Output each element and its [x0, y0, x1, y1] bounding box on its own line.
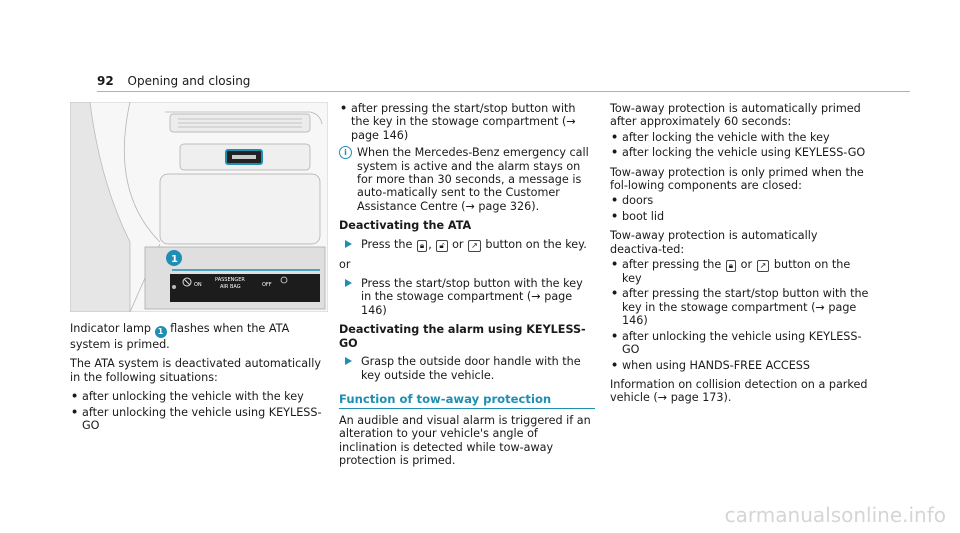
section-divider: [339, 408, 595, 409]
callout-1-icon: 1: [155, 326, 167, 338]
intro-text-a: Indicator lamp: [70, 322, 151, 335]
step-text: Grasp the outside door handle with the key outside the vehicle.: [361, 355, 581, 382]
list-item: • after unlocking the vehicle using KEYLESS-GO: [70, 406, 328, 433]
item-text: after pressing the: [622, 258, 722, 272]
action-arrow-icon: [345, 240, 352, 248]
info-icon: i: [339, 146, 352, 159]
section-body: An audible and visual alarm is triggered if an alteration to your vehicle's angle of inclination is detected while tow-away protection is primed.: [339, 414, 591, 468]
action-step: [339, 238, 595, 252]
column-left: [70, 322, 328, 434]
step-text: Press the start/stop button with the key in the stowage compartment (→ page 146): [361, 277, 583, 317]
page-header: [97, 74, 250, 88]
deactivated-paragraph: Tow-away protection is automatically deactiva-ted:: [610, 229, 818, 256]
list-item: • after pressing the start/stop button with the key in the stowage compartment (→ page 146): [339, 102, 595, 142]
components-paragraph: Tow-away protection is only primed when the fol-lowing components are closed:: [610, 165, 864, 193]
indicator-lamp-icon: [172, 285, 176, 289]
primed-paragraph: Tow-away protection is automatically primed after approximately 60 seconds:: [610, 102, 861, 129]
section-title: Function of tow-away protection: [339, 392, 552, 406]
action-step: [339, 277, 595, 317]
boot-lid-key-icon: ↗: [757, 260, 770, 272]
item-text: button on the key: [622, 258, 851, 286]
intro-text-b: flashes when the ATA system is primed.: [70, 322, 290, 351]
or-separator: or: [339, 257, 351, 271]
boot-lid-key-icon: ↗: [468, 240, 481, 252]
list-item: • boot lid: [610, 210, 870, 223]
deactivation-paragraph: The ATA system is deactivated automatically in the following situations:: [70, 357, 321, 384]
note-text: When the Mercedes-Benz emergency call system is active and the alarm stays on for more than 30 seconds, a message is auto-matically sent to the Customer Assistance Centre (→ page 326).: [357, 146, 589, 213]
panel-off-label: OFF: [262, 282, 272, 288]
list-item: • after locking the vehicle with the key: [610, 131, 870, 144]
dashboard-illustration: [70, 102, 328, 312]
step-text: or: [452, 237, 464, 251]
list-item: • after unlocking the vehicle with the key: [70, 390, 328, 403]
item-text: or: [740, 258, 753, 272]
heading-deactivate-ata: Deactivating the ATA: [339, 219, 472, 233]
page-number: 92: [97, 74, 114, 88]
header-divider: [97, 91, 910, 92]
list-item: [610, 258, 870, 285]
collision-info-paragraph: Information on collision detection on a parked vehicle (→ page 173).: [610, 377, 868, 405]
action-arrow-icon: [345, 279, 352, 287]
page-section-title: Opening and closing: [127, 74, 251, 88]
list-item: • after unlocking the vehicle using KEYLESS-GO: [610, 330, 870, 357]
unlock-key-icon: 🔓︎: [436, 240, 447, 252]
lock-key-icon: 🔒︎: [417, 240, 427, 252]
panel-passenger-label: PASSENGER: [215, 277, 245, 283]
list-item: • after locking the vehicle using KEYLESS-GO: [610, 146, 870, 159]
column-middle: [339, 102, 595, 388]
step-text: Press the: [361, 237, 413, 251]
panel-on-label: ON: [194, 282, 202, 288]
list-item: • when using HANDS-FREE ACCESS: [610, 359, 870, 372]
list-item: • after pressing the start/stop button with the key in the stowage compartment (→ page 146): [610, 287, 870, 327]
column-right: [610, 102, 870, 411]
info-note: [339, 146, 595, 213]
indicator-paragraph: [70, 322, 328, 351]
heading-deactivate-keyless: Deactivating the alarm using KEYLESS-GO: [339, 323, 586, 350]
action-step: [339, 355, 595, 382]
lock-key-icon: 🔒︎: [726, 260, 736, 272]
panel-airbag-label: AIR BAG: [220, 284, 241, 290]
step-text: ,: [428, 237, 432, 251]
action-arrow-icon: [345, 357, 352, 365]
list-item: • doors: [610, 194, 870, 207]
callout-number: 1: [171, 254, 178, 265]
watermark: carmanualsonline.info: [724, 503, 946, 527]
step-text: button on the key.: [485, 237, 587, 251]
